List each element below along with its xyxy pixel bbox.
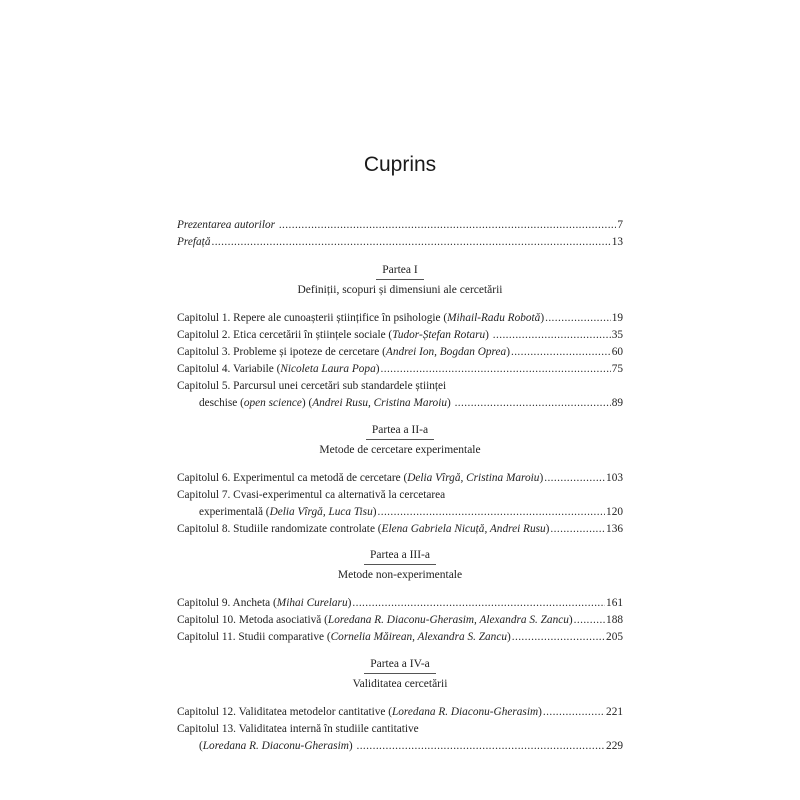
toc-entry[interactable] xyxy=(177,378,623,412)
page-number: 205 xyxy=(606,631,623,643)
part-subtitle: Validitatea cercetării xyxy=(352,678,448,690)
entry-text xyxy=(177,327,492,344)
toc-entry[interactable] xyxy=(177,704,623,721)
toc-line xyxy=(177,395,623,412)
entry-title: Capitolul 6. Experimentul ca metodă de cercetare ( xyxy=(177,472,408,484)
toc-line xyxy=(177,234,623,251)
part-subtitle: Metode de cercetare experimentale xyxy=(319,444,481,456)
dot-leader xyxy=(574,612,605,629)
part-label: Partea a III-a xyxy=(364,548,436,565)
toc-line xyxy=(177,504,623,521)
entry-title: ( xyxy=(199,740,203,752)
entry-text xyxy=(177,361,380,378)
entry-title: Capitolul 4. Variabile ( xyxy=(177,363,281,375)
entry-author: Loredana R. Diaconu-Gherasim xyxy=(392,706,539,718)
dot-leader xyxy=(455,395,611,412)
entry-title: ) xyxy=(347,597,352,609)
entry-text xyxy=(177,344,510,361)
entry-title: ) xyxy=(538,706,542,718)
entry-text xyxy=(177,217,278,234)
entry-author: Mihai Curelaru xyxy=(276,597,348,609)
part-label: Partea a IV-a xyxy=(364,657,436,674)
entry-title: Capitolul 5. Parcursul unei cercetări sub standardele științei xyxy=(177,380,447,392)
page-number: 19 xyxy=(611,312,623,324)
toc-line xyxy=(177,344,623,361)
toc-line xyxy=(177,595,623,612)
entry-author: Mihail-Radu Robotă xyxy=(447,312,541,324)
entry-author: Delia Vîrgă, Cristina Maroiu xyxy=(407,472,540,484)
entry-title: ) xyxy=(446,397,454,409)
page-number: 221 xyxy=(606,706,623,718)
dot-leader xyxy=(543,704,605,721)
entry-text xyxy=(199,395,454,412)
toc-entry[interactable] xyxy=(177,310,623,327)
entry-text xyxy=(199,738,355,755)
page-number: 60 xyxy=(611,346,623,358)
toc-line xyxy=(177,704,623,721)
page-title: Cuprins xyxy=(363,153,437,176)
entry-title: Capitolul 12. Validitatea metodelor cantitative ( xyxy=(177,706,392,718)
entry-author: Elena Gabriela Nicuță, Andrei Rusu xyxy=(381,523,546,535)
entry-author: Andrei Ion, Bogdan Oprea xyxy=(385,346,507,358)
entry-title: experimentală ( xyxy=(199,506,270,518)
entry-text xyxy=(177,612,573,629)
toc-entry[interactable] xyxy=(177,361,623,378)
entry-title: ) xyxy=(539,472,544,484)
toc-entry[interactable] xyxy=(177,487,623,521)
entry-title: Capitolul 10. Metoda asociativă ( xyxy=(177,614,328,626)
toc-line xyxy=(177,310,623,327)
page-number: 103 xyxy=(606,472,623,484)
entry-title: ) xyxy=(372,506,377,518)
entry-text xyxy=(177,721,419,738)
part-heading xyxy=(177,548,623,583)
page-number: 161 xyxy=(606,597,623,609)
entry-author: Tudor-Ștefan Rotaru xyxy=(392,329,486,341)
entry-title: ) xyxy=(485,329,492,341)
toc-line xyxy=(177,378,623,395)
part-label: Partea I xyxy=(376,263,423,280)
page-number: 75 xyxy=(611,363,623,375)
toc-entry[interactable] xyxy=(177,521,623,538)
entry-author: Loredana R. Diaconu-Gherasim xyxy=(202,740,349,752)
dot-leader xyxy=(545,310,611,327)
dot-leader xyxy=(279,217,617,234)
entry-title: Capitolul 7. Cvasi-experimentul ca alternativă la cercetarea xyxy=(177,489,446,501)
entry-title: ) xyxy=(545,523,550,535)
toc-entry[interactable] xyxy=(177,327,623,344)
entry-title: Capitolul 11. Studii comparative ( xyxy=(177,631,331,643)
entry-text xyxy=(177,234,210,251)
toc-line xyxy=(177,327,623,344)
dot-leader xyxy=(512,629,605,646)
entry-author: Loredana R. Diaconu-Gherasim, Alexandra S. Zancu xyxy=(327,614,569,626)
entry-title: ) xyxy=(348,740,356,752)
toc-entry[interactable] xyxy=(177,721,623,755)
entry-title: Capitolul 3. Probleme și ipoteze de cercetare ( xyxy=(177,346,386,358)
dot-leader xyxy=(356,738,605,755)
toc-entry[interactable] xyxy=(177,217,623,234)
toc-entry[interactable] xyxy=(177,344,623,361)
dot-leader xyxy=(544,470,605,487)
entry-author: Cornelia Măirean, Alexandra S. Zancu xyxy=(330,631,507,643)
entry-title: Capitolul 9. Ancheta ( xyxy=(177,597,277,609)
part-label: Partea a II-a xyxy=(366,423,434,440)
page-number: 35 xyxy=(611,329,623,341)
page-number: 229 xyxy=(606,740,623,752)
page-number: 89 xyxy=(611,397,623,409)
toc-entry[interactable] xyxy=(177,234,623,251)
entry-title: ) xyxy=(506,631,511,643)
entry-title: Capitolul 1. Repere ale cunoașterii științifice în psihologie ( xyxy=(177,312,448,324)
entry-title: ) xyxy=(540,312,545,324)
toc-line xyxy=(177,361,623,378)
entry-text xyxy=(177,521,549,538)
toc-line xyxy=(177,738,623,755)
page-number: 13 xyxy=(611,236,623,248)
toc-line xyxy=(177,470,623,487)
entry-author: open science xyxy=(243,397,302,409)
entry-author: Nicoleta Laura Popa xyxy=(280,363,376,375)
toc-line xyxy=(177,629,623,646)
part-subtitle: Metode non-experimentale xyxy=(337,569,463,581)
entry-text xyxy=(177,487,445,504)
toc-line xyxy=(177,721,623,738)
dot-leader xyxy=(378,504,606,521)
entry-text xyxy=(177,310,544,327)
toc-entry[interactable] xyxy=(177,595,623,612)
entry-title: ) xyxy=(568,614,573,626)
page-number: 136 xyxy=(606,523,623,535)
entry-text xyxy=(177,378,446,395)
entry-author: Andrei Rusu, Cristina Maroiu xyxy=(312,397,447,409)
toc-entry[interactable] xyxy=(177,629,623,646)
part-heading xyxy=(177,657,623,692)
entry-text xyxy=(177,704,542,721)
entry-author: Prezentarea autorilor xyxy=(177,219,278,231)
page-number: 188 xyxy=(606,614,623,626)
toc-entry[interactable] xyxy=(177,470,623,487)
toc-line xyxy=(177,612,623,629)
page-number: 7 xyxy=(617,219,623,231)
dot-leader xyxy=(211,234,610,251)
entry-author: Prefață xyxy=(177,236,211,248)
toc-entry[interactable] xyxy=(177,612,623,629)
toc-line xyxy=(177,217,623,234)
dot-leader xyxy=(511,344,611,361)
part-subtitle: Definiții, scopuri și dimensiuni ale cercetării xyxy=(297,284,503,296)
entry-title: deschise ( xyxy=(199,397,244,409)
entry-text xyxy=(177,595,351,612)
entry-text xyxy=(177,629,511,646)
entry-title: Capitolul 8. Studiile randomizate controlate ( xyxy=(177,523,382,535)
entry-title: Capitolul 2. Etica cercetării în științele sociale ( xyxy=(177,329,393,341)
entry-author: Delia Vîrgă, Luca Tisu xyxy=(269,506,373,518)
dot-leader xyxy=(381,361,611,378)
dot-leader xyxy=(550,521,605,538)
toc-line xyxy=(177,521,623,538)
dot-leader xyxy=(352,595,605,612)
entry-text xyxy=(199,504,377,521)
entry-title: ) xyxy=(506,346,510,358)
part-heading xyxy=(177,423,623,458)
dot-leader xyxy=(493,327,611,344)
part-heading xyxy=(177,263,623,298)
entry-title: ) ( xyxy=(301,397,313,409)
page-number: 120 xyxy=(606,506,623,518)
entry-title: Capitolul 13. Validitatea internă în studiile cantitative xyxy=(177,723,419,735)
entry-title: ) xyxy=(375,363,380,375)
toc-line xyxy=(177,487,623,504)
entry-text xyxy=(177,470,543,487)
